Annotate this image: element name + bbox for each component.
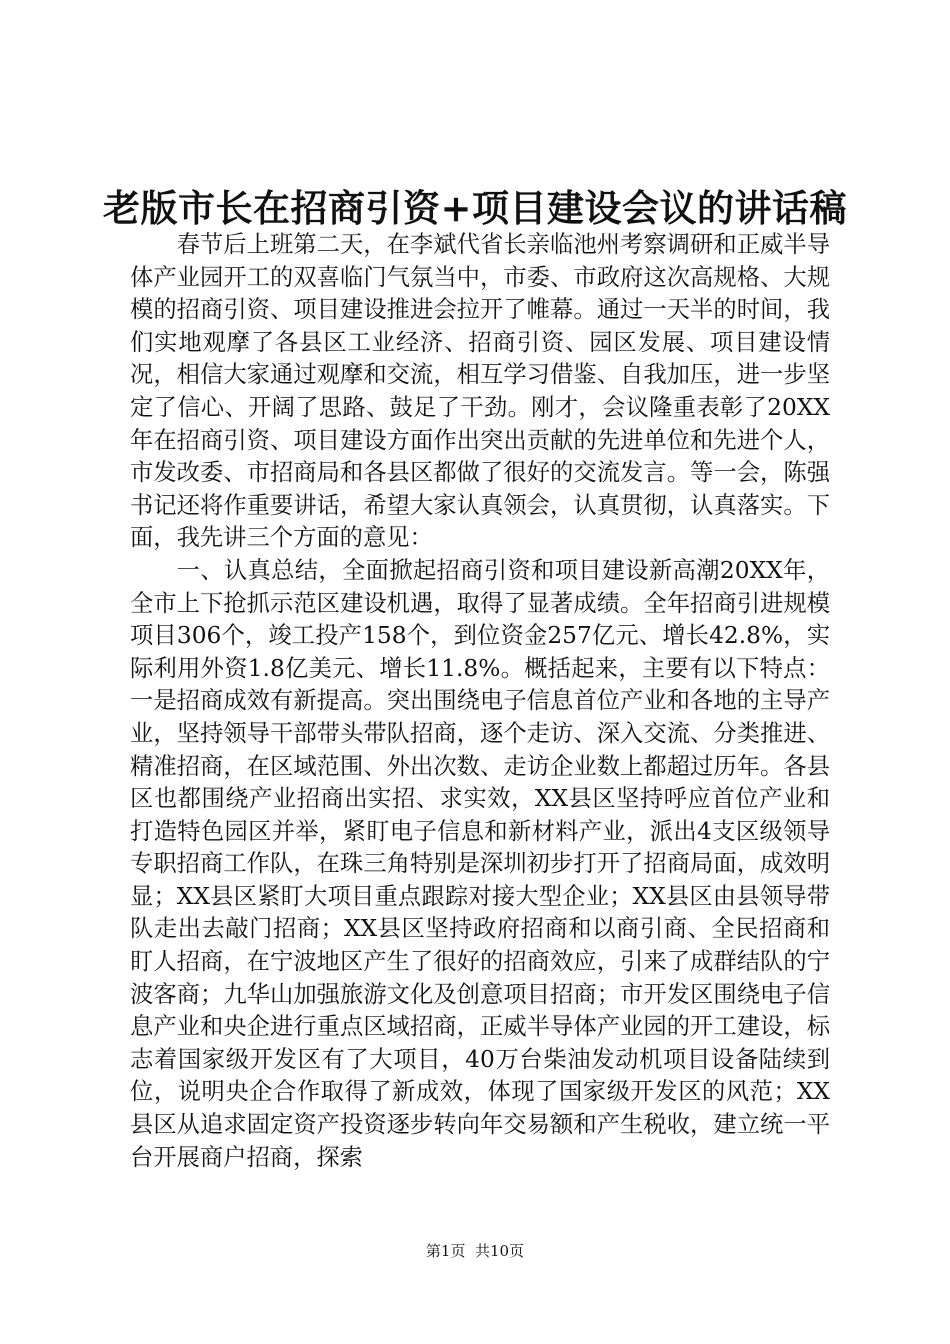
paragraph-2: 一、认真总结，全面掀起招商引资和项目建设新高潮20XX年，全市上下抢抓示范区建设机遇，取得了显著成绩。全年招商引进规模项目306个，竣工投产158个，到位资金257亿元、增长42.8%，实际利用外资1.8亿美元、增长11.8%。概括起来，主要有以下特点：一是招商成效有新提高。突出围绕电子信息首位产业和各地的主导产业，坚持领导干部带头带队招商，逐个走访、深入交流、分类推进、精准招商，在区域范围、外出次数、走访企业数上都超过历年。各县区也都围绕产业招商出实招、求实效，XX县区坚持呼应首位产业和打造特色园区并举，紧盯电子信息和新材料产业，派出4支区级领导专职招商工作队，在珠三角特别是深圳初步打开了招商局面，成效明显；XX县区紧盯大项目重点跟踪对接大型企业；XX县区由县领导带队走出去敲门招商；XX县区坚持政府招商和以商引商、全民招商和盯人招商，在宁波地区产生了很好的招商效应，引来了成群结队的宁波客商；九华山加强旅游文化及创意项目招商；市开发区围绕电子信息产业和央企进行重点区域招商，正威半导体产业园的开工建设，标志着国家级开发区有了大项目，40万台柴油发动机项目设备陆续到位，说明央企合作取得了新成效，体现了国家级开发区的风范；XX县区从追求固定资产投资逐步转向年交易额和产生税收，建立统一平台开展商户招商，探索 (130, 556, 830, 1171)
paragraph-1: 春节后上班第二天，在李斌代省长亲临池州考察调研和正威半导体产业园开工的双喜临门气氛当中，市委、市政府这次高规格、大规模的招商引资、项目建设推进会拉开了帷幕。通过一天半的时间，我们实地观摩了各县区工业经济、招商引资、园区发展、项目建设情况，相信大家通过观摩和交流，相互学习借鉴、自我加压，进一步坚定了信心、开阔了思路、鼓足了干劲。刚才，会议隆重表彰了20XX年在招商引资、项目建设方面作出突出贡献的先进单位和先进个人，市发改委、市招商局和各县区都做了很好的交流发言。等一会，陈强书记还将作重要讲话，希望大家认真领会，认真贯彻，认真落实。下面，我先讲三个方面的意见： (130, 231, 830, 552)
document-body (130, 229, 830, 1174)
document-title: 老版市长在招商引资+项目建设会议的讲话稿 (102, 186, 847, 230)
footer-separator (465, 1242, 475, 1260)
page-footer (0, 1241, 950, 1261)
page-total: 共10页 (475, 1242, 525, 1260)
page-number: 第1页 (425, 1242, 466, 1260)
